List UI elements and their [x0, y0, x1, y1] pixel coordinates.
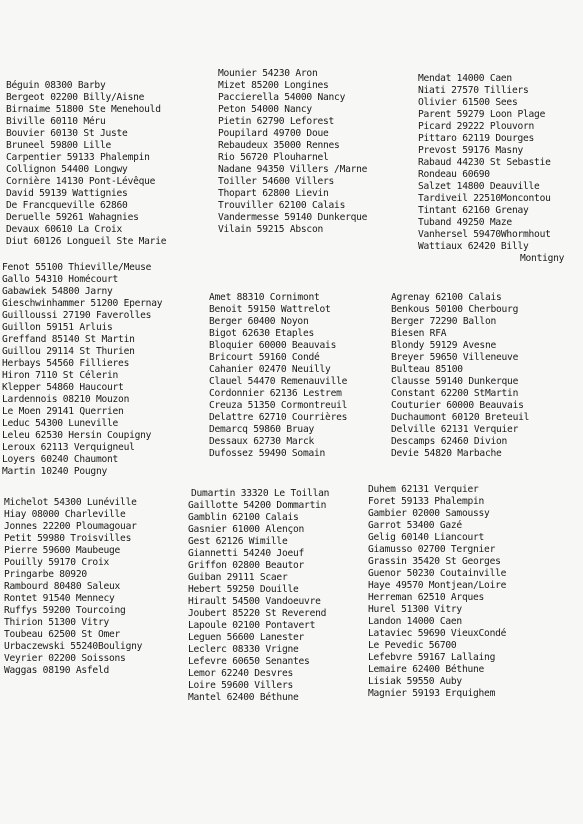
list-item: Nadane 94350 Villers /Marne: [218, 164, 368, 175]
list-item: Rontet 91540 Mennecy: [4, 593, 115, 604]
list-item: Rabaud 44230 St Sebastie: [418, 157, 551, 168]
list-item: Carpentier 59133 Phalempin: [6, 152, 150, 163]
list-item: Montigny: [520, 253, 565, 264]
list-item: Guillou 29114 St Thurien: [2, 346, 135, 357]
list-item: Bouvier 60130 St Juste: [6, 128, 128, 139]
list-item: Tuband 49250 Maze: [418, 217, 512, 228]
list-item: Paccierella 54000 Nancy: [218, 92, 346, 103]
list-item: Lardennois 08210 Mouzon: [2, 394, 130, 405]
list-item: Petit 59980 Troisvilles: [4, 533, 132, 544]
list-item: Picard 29222 Plouvorn: [418, 121, 535, 132]
list-item: Rambourd 80480 Saleux: [4, 581, 121, 592]
block-3-left-column: [4, 497, 142, 677]
list-item: Agrenay 62100 Calais: [391, 292, 502, 303]
list-item: Gieschwinhammer 51200 Epernay: [2, 298, 163, 309]
list-item: Cordonnier 62136 Lestrem: [209, 388, 342, 399]
list-item: Wattiaux 62420 Billy: [418, 241, 529, 252]
list-item: Michelot 54300 Lunéville: [4, 497, 137, 508]
list-item: Garrot 53400 Gazé: [368, 520, 462, 531]
list-item: Descamps 62460 Divion: [391, 436, 508, 447]
list-item: Mantel 62400 Béthune: [188, 692, 299, 703]
list-item: Martin 10240 Pougny: [2, 466, 107, 477]
list-item: Berger 60400 Noyon: [209, 316, 309, 327]
list-item: Loire 59600 Villers: [188, 680, 293, 691]
block-2-left-column: [2, 262, 162, 478]
list-item: Lefevre 60650 Senantes: [188, 656, 310, 667]
list-item: Lemor 62240 Desvres: [188, 668, 293, 679]
list-item: Guillon 59151 Arluis: [2, 322, 113, 333]
list-item: Guenor 50230 Coutainville: [368, 568, 507, 579]
list-item: Lataviec 59690 VieuxCondé: [368, 628, 507, 639]
list-item: Thirion 51300 Vitry: [4, 617, 109, 628]
list-item: Clauel 54470 Remenauville: [209, 376, 348, 387]
list-item: Gest 62126 Wimille: [188, 536, 288, 547]
list-item: Giannetti 54240 Joeuf: [188, 548, 305, 559]
list-item: Benkous 50100 Cherbourg: [391, 304, 519, 315]
list-item: Olivier 61500 Sees: [418, 97, 518, 108]
list-item: Gamblin 62100 Calais: [188, 512, 299, 523]
list-item: Duhem 62131 Verquier: [368, 484, 479, 495]
list-item: Toiller 54600 Villers: [218, 176, 335, 187]
list-item: Cahanier 02470 Neuilly: [209, 364, 331, 375]
list-item: Deruelle 59261 Wahagnies: [6, 212, 139, 223]
list-item: Gaillotte 54200 Dommartin: [188, 500, 327, 511]
list-item: Leduc 54300 Luneville: [2, 418, 119, 429]
list-item: Bloquier 60000 Beauvais: [209, 340, 337, 351]
list-item: Diut 60126 Longueil Ste Marie: [6, 236, 167, 247]
list-item: Herreman 62510 Arques: [368, 592, 485, 603]
list-item: Veyrier 02200 Soissons: [4, 653, 126, 664]
list-item: Toubeau 62500 St Omer: [4, 629, 121, 640]
list-item: Couturier 60000 Beauvais: [391, 400, 524, 411]
list-item: Landon 14000 Caen: [368, 616, 462, 627]
list-item: Delville 62131 Verquier: [391, 424, 519, 435]
list-item: Prevost 59176 Masny: [418, 145, 523, 156]
list-item: Mounier 54230 Aron: [218, 68, 318, 79]
list-item: Breyer 59650 Villeneuve: [391, 352, 519, 363]
list-item: Poupilard 49700 Doue: [218, 128, 329, 139]
list-item: Pringarbe 80920: [4, 569, 87, 580]
list-item: Duchaumont 60120 Breteuil: [391, 412, 530, 423]
list-item: Dufossez 59490 Somain: [209, 448, 326, 459]
list-item: Pierre 59600 Maubeuge: [4, 545, 121, 556]
list-item: Lemaire 62400 Béthune: [368, 664, 485, 675]
list-item: Lisiak 59550 Auby: [368, 676, 462, 687]
list-item: Cornière 14130 Pont-Lévêque: [6, 176, 156, 187]
list-item: Herbays 54560 Fillieres: [2, 358, 130, 369]
list-item: Hiay 08000 Charleville: [4, 509, 126, 520]
list-item: Gasnier 61000 Alençon: [188, 524, 305, 535]
list-item: Delattre 62710 Courrières: [209, 412, 348, 423]
list-item: Mendat 14000 Caen: [418, 73, 512, 84]
list-item: Lapoule 02100 Pontavert: [188, 620, 316, 631]
list-item: Waggas 08190 Asfeld: [4, 665, 109, 676]
list-item: Haye 49570 Montjean/Loire: [368, 580, 507, 591]
list-item: Leleu 62530 Hersin Coupigny: [2, 430, 152, 441]
list-item: Griffon 02800 Beautor: [188, 560, 305, 571]
list-item: Leroux 62113 Verquigneul: [2, 442, 135, 453]
list-item: David 59139 Wattignies: [6, 188, 128, 199]
list-item: Grassin 35420 St Georges: [368, 556, 501, 567]
list-item: Gallo 54310 Homécourt: [2, 274, 119, 285]
list-item: Magnier 59193 Erquighem: [368, 688, 496, 699]
block-1-left-column: [6, 80, 166, 248]
list-item: Trouviller 62100 Calais: [218, 200, 346, 211]
list-item: Blondy 59129 Avesne: [391, 340, 496, 351]
list-item: Salzet 14800 Deauville: [418, 181, 540, 192]
list-item: Guilloussi 27190 Faverolles: [2, 310, 152, 321]
list-item: Béguin 08300 Barby: [6, 80, 106, 91]
list-item: Le Pevedic 56700: [368, 640, 457, 651]
list-item: Dumartin 33320 Le Toillan: [191, 488, 330, 499]
list-item: Demarcq 59860 Bruay: [209, 424, 314, 435]
block-1-middle-column: [218, 68, 367, 236]
list-item: Jonnes 22200 Ploumagouar: [4, 521, 137, 532]
list-item: Ruffys 59200 Tourcoing: [4, 605, 126, 616]
list-item: Thopart 62800 Lievin: [218, 188, 329, 199]
list-item: Leguen 56600 Lanester: [188, 632, 305, 643]
list-item: Vandermesse 59140 Dunkerque: [218, 212, 368, 223]
list-item: Giamusso 02700 Tergnier: [368, 544, 496, 555]
list-item: Amet 88310 Cornimont: [209, 292, 320, 303]
list-item: Birnaime 51800 Ste Menehould: [6, 104, 161, 115]
list-item: Gabawiek 54800 Jarny: [2, 286, 113, 297]
list-item: Rio 56720 Plouharnel: [218, 152, 329, 163]
block-2-right-column: [391, 292, 529, 460]
list-item: Pouilly 59170 Croix: [4, 557, 109, 568]
list-item: Devaux 60610 La Croix: [6, 224, 123, 235]
list-item: Clausse 59140 Dunkerque: [391, 376, 519, 387]
list-item: Creuza 51350 Cormontreuil: [209, 400, 348, 411]
list-item: Joubert 85220 St Reverend: [188, 608, 327, 619]
list-item: Bruneel 59800 Lille: [6, 140, 111, 151]
list-item: Bigot 62630 Etaples: [209, 328, 314, 339]
list-item: Niati 27570 Tilliers: [418, 85, 529, 96]
list-item: Rebaudeux 35000 Rennes: [218, 140, 340, 151]
list-item: Constant 62200 StMartin: [391, 388, 519, 399]
list-item: Collignon 54400 Longwy: [6, 164, 128, 175]
list-item: Guiban 29111 Scaer: [188, 572, 288, 583]
list-item: Gambier 02000 Samoussy: [368, 508, 490, 519]
list-item: Foret 59133 Phalempin: [368, 496, 485, 507]
list-item: Hiron 7110 St Célerin: [2, 370, 119, 381]
list-item: Gelig 60140 Liancourt: [368, 532, 485, 543]
list-item: Tintant 62160 Grenay: [418, 205, 529, 216]
list-item: Berger 72290 Ballon: [391, 316, 496, 327]
list-item: Mizet 85200 Longines: [218, 80, 329, 91]
list-item: Loyers 60240 Chaumont: [2, 454, 119, 465]
list-item: De Francqueville 62860: [6, 200, 128, 211]
list-item: Urbaczewski 55240Bouligny: [4, 641, 143, 652]
list-item: Lefebvre 59167 Lallaing: [368, 652, 496, 663]
block-3-middle-column: [188, 488, 329, 704]
list-item: Peton 54000 Nancy: [218, 104, 312, 115]
list-item: Rondeau 60690: [418, 169, 490, 180]
list-item: Pietin 62790 Leforest: [218, 116, 335, 127]
list-item: Leclerc 08330 Vrigne: [188, 644, 299, 655]
list-item: Vanhersel 59470Whormhout: [418, 229, 551, 240]
list-item: Hebert 59250 Douille: [188, 584, 299, 595]
list-item: Vilain 59215 Abscon: [218, 224, 323, 235]
list-item: Dessaux 62730 Marck: [209, 436, 314, 447]
list-item: Fenot 55100 Thieville/Meuse: [2, 262, 152, 273]
block-2-middle-column: [209, 292, 347, 460]
list-item: Pittaro 62119 Dourges: [418, 133, 535, 144]
list-item: Klepper 54860 Haucourt: [2, 382, 124, 393]
list-item: Le Moen 29141 Querrien: [2, 406, 124, 417]
list-item: Bergeot 02200 Billy/Aisne: [6, 92, 145, 103]
list-item: Parent 59279 Loon Plage: [418, 109, 546, 120]
list-item: Hurel 51300 Vitry: [368, 604, 462, 615]
list-item: Bricourt 59160 Condé: [209, 352, 320, 363]
list-item: Biville 60110 Méru: [6, 116, 106, 127]
list-item: Hirault 54500 Vandoeuvre: [188, 596, 321, 607]
list-item: Greffand 85140 St Martin: [2, 334, 135, 345]
list-item: Devie 54820 Marbache: [391, 448, 502, 459]
list-item: Tardiveil 22510Moncontou: [418, 193, 551, 204]
list-item: Bulteau 85100: [391, 364, 463, 375]
block-3-right-column: [368, 484, 506, 700]
list-item: Benoit 59150 Wattrelot: [209, 304, 331, 315]
list-item: Biesen RFA: [391, 328, 447, 339]
block-1-right-column: [418, 73, 564, 265]
